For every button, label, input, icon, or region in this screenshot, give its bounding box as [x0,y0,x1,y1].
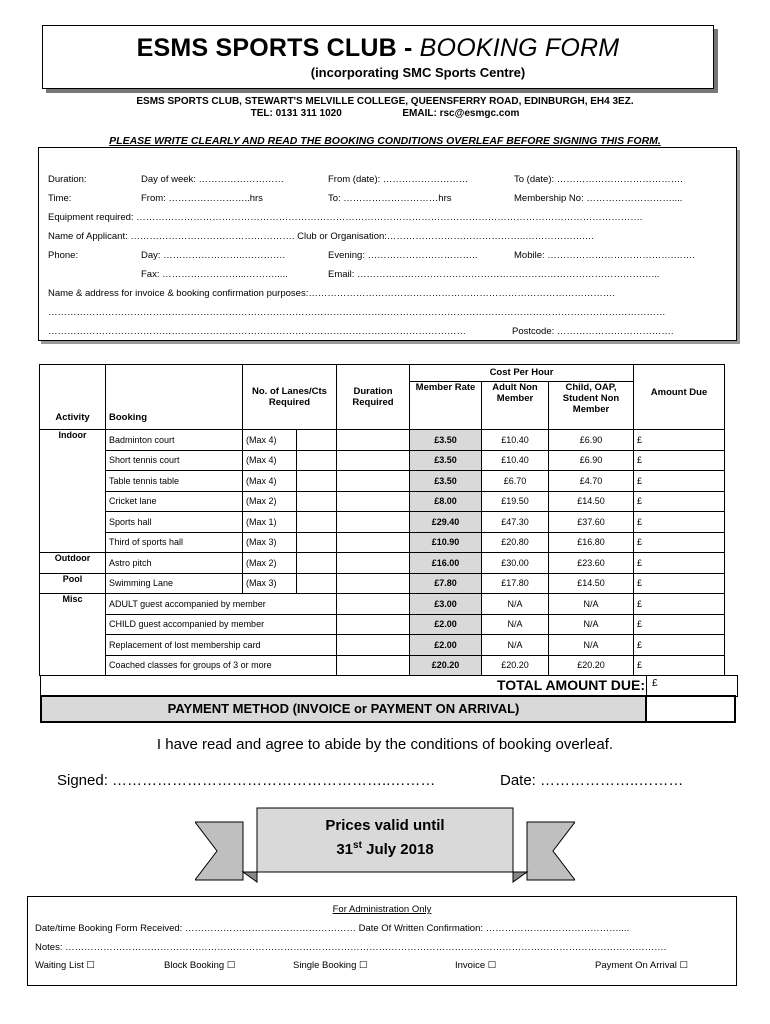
prices-valid-banner [195,800,575,890]
lanes-input-cell[interactable] [297,512,337,533]
max-lanes-cell: (Max 4) [243,430,297,451]
address-line-3[interactable]: …………………………………………………………………………………………………………………… [48,326,466,337]
child-rate-cell: N/A [549,594,634,615]
duration-input-cell[interactable] [337,594,410,615]
block-booking-checkbox[interactable]: Block Booking ☐ [164,960,236,971]
title-box [42,25,714,89]
title-italic: BOOKING FORM [419,34,620,62]
address-line-2[interactable]: …………………………………………………………………………………………………………………………………………………………………………… [48,307,666,318]
max-lanes-cell: (Max 3) [243,573,297,594]
member-rate-cell: £3.50 [410,430,482,451]
instructions-notice: PLEASE WRITE CLEARLY AND READ THE BOOKING CONDITIONS OVERLEAF BEFORE SIGNING THIS FORM. [109,135,661,147]
banner-text [195,816,575,860]
booking-cell: Coached classes for groups of 3 or more [106,655,337,676]
payment-on-arrival-checkbox[interactable]: Payment On Arrival ☐ [595,960,688,971]
header-adult-non-member: Adult Non Member [482,381,549,429]
table-row [40,635,725,656]
lanes-input-cell[interactable] [297,573,337,594]
adult-rate-cell: £6.70 [482,471,549,492]
adult-rate-cell: N/A [482,594,549,615]
max-lanes-cell: (Max 3) [243,532,297,553]
contact-line [0,108,770,119]
day-phone-field[interactable]: Day: ……………………..…………. [141,250,286,261]
amount-due-cell[interactable]: £ [634,553,725,574]
member-rate-cell: £3.00 [410,594,482,615]
email-field[interactable]: Email: …………………………………………………………………………………... [328,269,660,280]
child-rate-cell: £14.50 [549,573,634,594]
duration-input-cell[interactable] [337,614,410,635]
signature-date-field[interactable]: Date: ………………..……… [500,772,684,789]
header-amount-due: Amount Due [634,365,725,430]
title-bold: ESMS SPORTS CLUB - [136,34,420,62]
header-cost-per-hour: Cost Per Hour [410,365,634,382]
header-lanes: No. of Lanes/Cts Required [243,365,337,430]
booking-rows [40,430,725,676]
duration-input-cell[interactable] [337,471,410,492]
time-label: Time: [48,193,72,204]
duration-input-cell[interactable] [337,655,410,676]
table-row [40,594,725,615]
amount-due-cell[interactable]: £ [634,532,725,553]
table-row [40,430,725,451]
single-booking-checkbox[interactable]: Single Booking ☐ [293,960,368,971]
member-rate-cell: £20.20 [410,655,482,676]
table-row [40,614,725,635]
activity-cell: Indoor [40,430,106,553]
booking-cell: ADULT guest accompanied by member [106,594,337,615]
activity-cell: Pool [40,573,106,594]
child-rate-cell: £6.90 [549,430,634,451]
from-date-field[interactable]: From (date): ……………………… [328,174,469,185]
adult-rate-cell: £10.40 [482,430,549,451]
amount-due-cell[interactable]: £ [634,635,725,656]
adult-rate-cell: £17.80 [482,573,549,594]
total-divider [646,676,647,696]
received-field[interactable]: Date/time Booking Form Received: ……………………………………………… Date Of Written Confirmation: …………………………………….... [35,923,630,934]
lanes-input-cell[interactable] [297,491,337,512]
form-title [43,34,713,63]
header-booking: Booking [106,365,243,430]
waiting-list-checkbox[interactable]: Waiting List ☐ [35,960,95,971]
adult-rate-cell: £19.50 [482,491,549,512]
amount-due-cell[interactable]: £ [634,594,725,615]
club-address: ESMS SPORTS CLUB, STEWART'S MELVILLE COLLEGE, QUEENSFERRY ROAD, EDINBURGH, EH4 3EZ. [136,96,634,107]
max-lanes-cell: (Max 4) [243,471,297,492]
day-of-week-field[interactable]: Day of week: ……………………… [141,174,285,185]
duration-input-cell[interactable] [337,573,410,594]
adult-rate-cell: N/A [482,635,549,656]
booking-cell: Replacement of lost membership card [106,635,337,656]
lanes-input-cell[interactable] [297,450,337,471]
member-rate-cell: £8.00 [410,491,482,512]
adult-rate-cell: £10.40 [482,450,549,471]
adult-rate-cell: £47.30 [482,512,549,533]
table-row [40,655,725,676]
mobile-field[interactable]: Mobile: ………………………………….……. [514,250,696,261]
booking-table [39,364,725,676]
child-rate-cell: N/A [549,635,634,656]
total-amount-label: TOTAL AMOUNT DUE: [496,677,645,693]
adult-rate-cell: £20.80 [482,532,549,553]
telephone: TEL: 0131 311 1020 [250,108,342,119]
admin-box [27,896,737,986]
header-duration: Duration Required [337,365,410,430]
child-rate-cell: £37.60 [549,512,634,533]
banner-day: 31 [336,841,354,858]
amount-due-cell[interactable]: £ [634,471,725,492]
lanes-input-cell[interactable] [297,471,337,492]
membership-field[interactable]: Membership No: ……………………….... [514,193,683,204]
child-rate-cell: N/A [549,614,634,635]
booking-cell: Sports hall [106,512,243,533]
fax-field[interactable]: Fax: ……………………...………..... [141,269,288,280]
activity-cell: Outdoor [40,553,106,574]
adult-rate-cell: N/A [482,614,549,635]
applicant-details-box [38,147,737,341]
invoice-address-field[interactable]: Name & address for invoice & booking confirmation purposes:……………………………………………………………………………………. [48,288,615,299]
postcode-field[interactable]: Postcode: ………………………………. [512,326,674,337]
table-row [40,450,725,471]
banner-day-suffix: st [353,840,362,851]
to-date-field[interactable]: To (date): …………………………………. [514,174,683,185]
table-row [40,471,725,492]
duration-input-cell[interactable] [337,450,410,471]
duration-input-cell[interactable] [337,512,410,533]
booking-cell: Swimming Lane [106,573,243,594]
evening-phone-field[interactable]: Evening: …………………………….. [328,250,478,261]
max-lanes-cell: (Max 2) [243,553,297,574]
booking-cell: Third of sports hall [106,532,243,553]
duration-input-cell[interactable] [337,491,410,512]
child-rate-cell: £14.50 [549,491,634,512]
amount-due-cell[interactable]: £ [634,450,725,471]
member-rate-cell: £2.00 [410,635,482,656]
amount-due-cell[interactable]: £ [634,491,725,512]
amount-due-cell[interactable]: £ [634,512,725,533]
booking-cell: Short tennis court [106,450,243,471]
payment-method-field[interactable] [645,695,736,723]
equipment-field[interactable]: Equipment required: ……………………………………………………………………………………………………………………………………………. [48,212,643,223]
amount-due-cell[interactable]: £ [634,655,725,676]
phone-label: Phone: [48,250,79,261]
member-rate-cell: £3.50 [410,471,482,492]
child-rate-cell: £23.60 [549,553,634,574]
amount-due-cell[interactable]: £ [634,430,725,451]
email: EMAIL: rsc@esmgc.com [402,108,520,119]
child-rate-cell: £16.80 [549,532,634,553]
amount-due-cell[interactable]: £ [634,614,725,635]
invoice-checkbox[interactable]: Invoice ☐ [455,960,497,971]
member-rate-cell: £10.90 [410,532,482,553]
booking-cell: Astro pitch [106,553,243,574]
lanes-input-cell[interactable] [297,430,337,451]
banner-line-1: Prices valid until [325,817,445,834]
child-rate-cell: £4.70 [549,471,634,492]
lanes-input-cell[interactable] [297,532,337,553]
header-child-oap-student: Child, OAP, Student Non Member [549,381,634,429]
total-row [40,675,738,697]
admin-title: For Administration Only [332,904,432,915]
booking-cell: Cricket lane [106,491,243,512]
amount-due-cell[interactable]: £ [634,573,725,594]
max-lanes-cell: (Max 2) [243,491,297,512]
lanes-input-cell[interactable] [297,553,337,574]
form-subtitle: (incorporating SMC Sports Centre) [310,65,526,80]
payment-method-bar: PAYMENT METHOD (INVOICE or PAYMENT ON ARRIVAL) [40,695,647,723]
max-lanes-cell: (Max 1) [243,512,297,533]
child-rate-cell: £6.90 [549,450,634,471]
adult-rate-cell: £30.00 [482,553,549,574]
banner-month-year: July 2018 [361,841,434,858]
header-activity: Activity [40,365,106,430]
booking-cell: Badminton court [106,430,243,451]
activity-cell: Misc [40,594,106,676]
from-time-field[interactable]: From: ……………………..hrs [141,193,263,204]
applicant-name-field[interactable]: Name of Applicant: ……………………………………………. Club or Organisation:……………………………………..……………….… [48,231,595,242]
total-amount-field[interactable]: £ [652,678,658,689]
adult-rate-cell: £20.20 [482,655,549,676]
notes-field[interactable]: Notes: ………………………………………………………………………………………………………………………………………………………………………. [35,942,667,953]
member-rate-cell: £16.00 [410,553,482,574]
member-rate-cell: £29.40 [410,512,482,533]
table-row [40,532,725,553]
duration-input-cell[interactable] [337,532,410,553]
duration-input-cell[interactable] [337,430,410,451]
duration-label: Duration: [48,174,87,185]
table-row [40,573,725,594]
member-rate-cell: £2.00 [410,614,482,635]
max-lanes-cell: (Max 4) [243,450,297,471]
table-row [40,512,725,533]
agreement-text: I have read and agree to abide by the conditions of booking overleaf. [156,736,614,753]
signature-field[interactable]: Signed: ………………………………………………..……… [57,772,436,789]
duration-input-cell[interactable] [337,553,410,574]
member-rate-cell: £7.80 [410,573,482,594]
table-row [40,491,725,512]
duration-input-cell[interactable] [337,635,410,656]
child-rate-cell: £20.20 [549,655,634,676]
to-time-field[interactable]: To: …………………………hrs [328,193,452,204]
member-rate-cell: £3.50 [410,450,482,471]
header-member-rate: Member Rate [410,381,482,429]
booking-cell: CHILD guest accompanied by member [106,614,337,635]
banner-line-2 [195,836,575,860]
table-row [40,553,725,574]
booking-cell: Table tennis table [106,471,243,492]
